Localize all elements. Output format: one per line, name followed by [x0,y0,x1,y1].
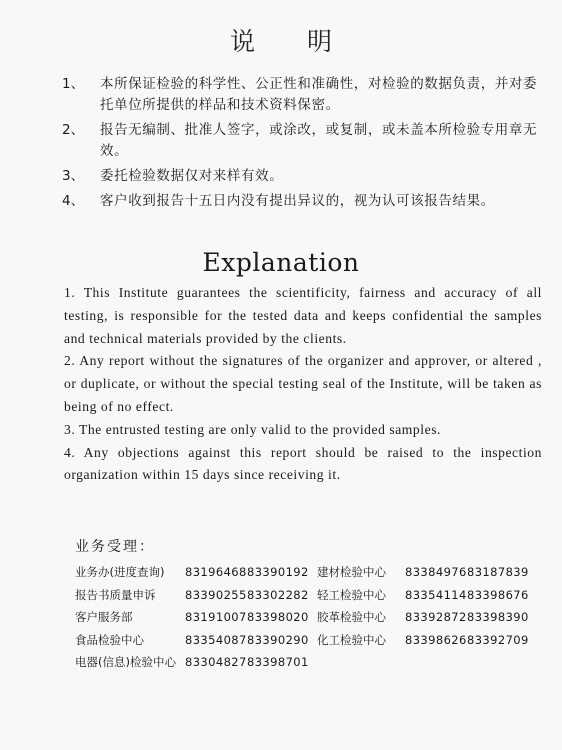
contact-phone: 83354087 [185,632,247,647]
contact-phone: 83398676 [467,587,529,602]
contact-dept: 业务办(进度查询) [75,565,165,580]
contact-row [75,561,555,584]
contact-dept: 轻工检验中心 [317,587,386,602]
contact-phone: 83302282 [247,587,309,602]
contact-row [75,584,555,607]
contacts-section [75,536,555,674]
chinese-notes [62,74,548,216]
contact-phone: 83390255 [185,587,247,602]
contact-phone: 83187839 [467,565,529,580]
contacts-title: 业务受理： [75,539,155,555]
en-note-item: 2. Any report without the signatures of the organizer and approver, or altered , or duplicate, or without the special testing seal of the Institute, will be taken as being of no effect. [64,353,542,414]
cn-note-item [62,74,548,116]
contact-phone: 83390290 [247,632,309,647]
english-notes [64,282,542,487]
cn-note-text: 客户收到报告十五日内没有提出异议的，视为认可该报告结果。 [100,193,495,209]
contact-phone: 83392709 [467,632,529,647]
cn-note-number: 1、 [62,76,85,92]
contact-dept: 化工检验中心 [317,632,386,647]
contact-dept: 报告书质量申诉 [75,587,156,602]
cn-note-number: 4、 [62,193,85,209]
contact-row [75,651,555,674]
cn-note-text: 委托检验数据仅对来样有效。 [100,168,284,184]
cn-note-text: 报告无编制、批准人签字，或涂改，或复制，或未盖本所检验专用章无效。 [100,122,538,159]
english-title: Explanation [202,248,360,277]
cn-note-item [62,166,548,187]
cn-note-item [62,191,548,212]
contact-phone: 83354114 [405,587,467,602]
contact-phone: 83398020 [247,610,309,625]
contact-phone: 83191007 [185,610,247,625]
cn-note-item [62,120,548,162]
contact-phone: 83196468 [185,565,247,580]
contact-dept: 食品检验中心 [75,632,144,647]
contact-phone: 83398626 [405,632,467,647]
cn-note-text: 本所保证检验的科学性、公正性和准确性，对检验的数据负责，并对委托单位所提供的样品和技术资料保密。 [100,76,538,113]
contact-dept: 电器(信息)检验中心 [75,655,176,670]
chinese-title: 说明 [229,27,384,56]
cn-note-number: 3、 [62,168,85,184]
contact-dept: 客户服务部 [75,610,133,625]
contact-phone: 83398701 [247,655,309,670]
contact-phone: 83384976 [405,565,467,580]
contact-dept: 建材检验中心 [317,565,386,580]
contact-phone: 83390192 [247,565,309,580]
cn-note-number: 2、 [62,122,85,138]
contact-phone: 83398390 [467,610,529,625]
en-note-item: 3. The entrusted testing are only valid to the provided samples. [64,421,441,437]
contact-row [75,629,555,652]
contact-dept: 胶革检验中心 [317,610,386,625]
en-note-item: 4. Any objections against this report should be raised to the inspection organization within 15 days since receiving it. [64,444,542,483]
contact-phone: 83392872 [405,610,467,625]
contact-row [75,606,555,629]
en-note-item: 1. This Institute guarantees the scientificity, fairness and accuracy of all testing, is responsible for the tested data and keeps confidential the samples and technical materials provided by the clients. [64,285,542,346]
contact-phone: 83304827 [185,655,247,670]
